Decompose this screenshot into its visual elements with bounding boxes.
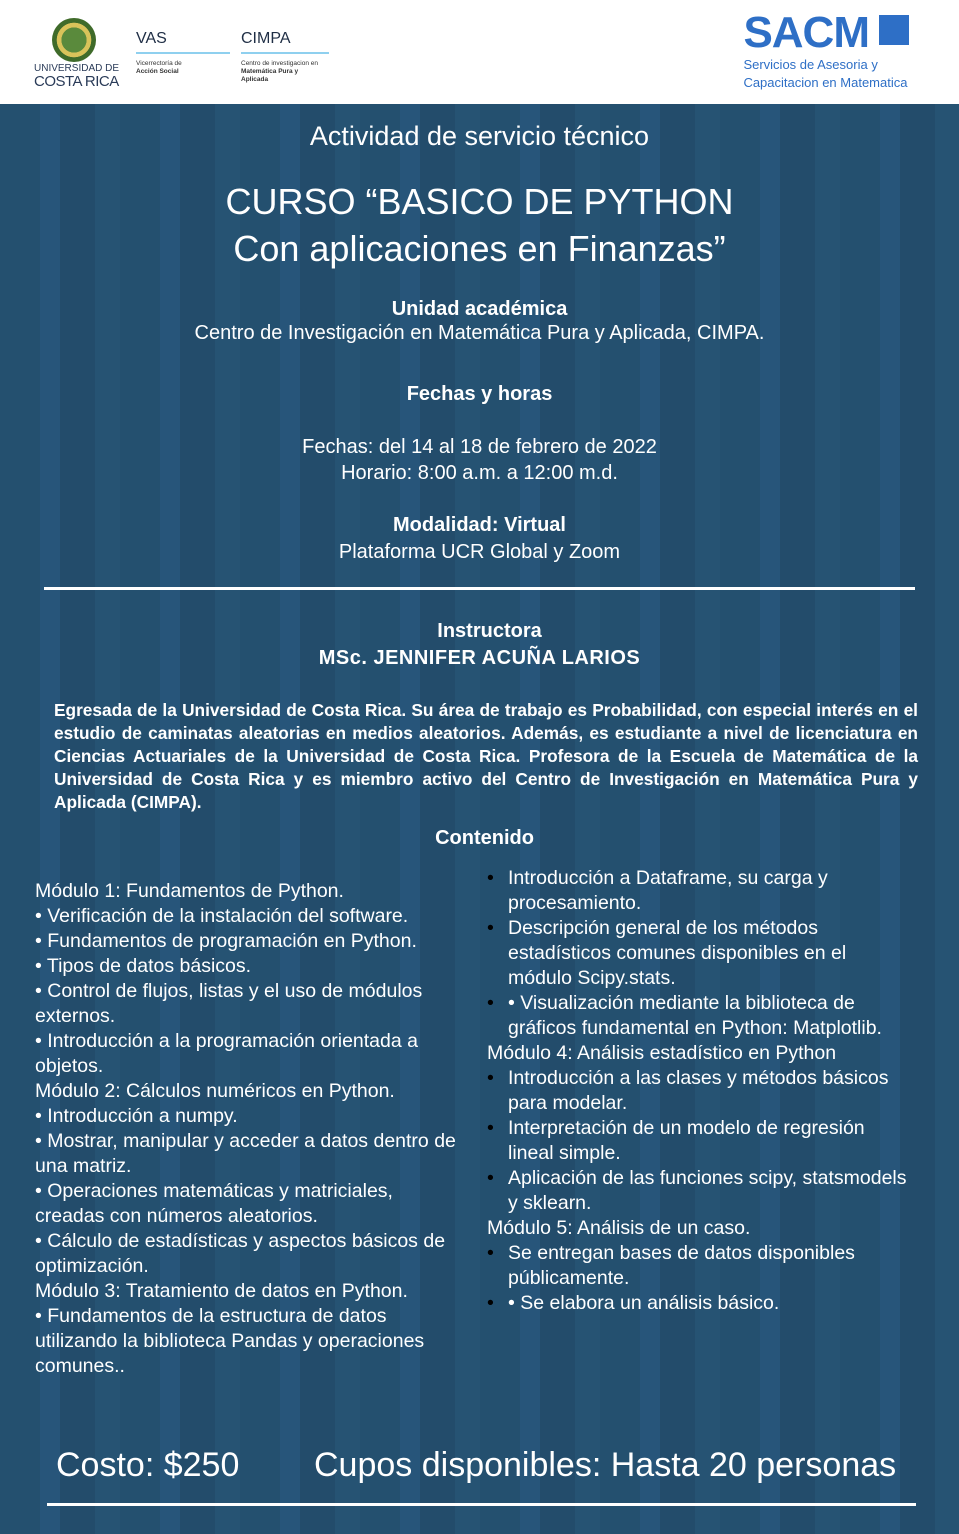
content-right-bullet: • Se entregan bases de datos disponibles públicamente. <box>487 1241 907 1291</box>
ucr-logo <box>34 64 124 90</box>
vas-title: VAS <box>136 30 167 47</box>
content-left-item: • Introducción a la programación orientada a objetos. <box>35 1030 418 1077</box>
content-left-item: • Fundamentos de la estructura de datos utilizando la biblioteca Pandas y operaciones comunes.. <box>35 1305 425 1377</box>
content-heading: Contenido <box>435 827 534 849</box>
course-title <box>0 178 959 272</box>
ucr-seal-logo <box>52 18 96 62</box>
instructor-heading: Instructora <box>437 620 542 642</box>
ucr-line2: COSTA RICA <box>34 73 119 90</box>
content-columns <box>0 866 959 1379</box>
cimpa-sub2: Matemática Pura y <box>241 68 299 75</box>
dates-value: Fechas: del 14 al 18 de febrero de 2022 <box>302 436 657 458</box>
instructor-name: MSc. JENNIFER ACUÑA LARIOS <box>318 647 641 669</box>
content-right-column <box>487 866 907 1379</box>
course-title-line2: Con aplicaciones en Finanzas” <box>233 228 726 269</box>
mode-value: Plataforma UCR Global y Zoom <box>338 541 621 563</box>
content-right-module: Módulo 5: Análisis de un caso. <box>487 1217 751 1239</box>
content-left-item: • Introducción a numpy. <box>35 1105 238 1127</box>
content-left-item: • Cálculo de estadísticas y aspectos básicos de optimización. <box>35 1230 446 1277</box>
cimpa-sub3: Aplicada <box>241 76 269 83</box>
vas-sub1: Vicerrectoría de <box>136 60 182 67</box>
mode-heading: Modalidad: Virtual <box>393 514 566 536</box>
content-right-bullet: • • Se elabora un análisis básico. <box>487 1291 907 1316</box>
header <box>0 0 959 104</box>
content-right-bullet: • Aplicación de las funciones scipy, statsmodels y sklearn. <box>487 1166 907 1216</box>
sacm-logo <box>743 10 909 92</box>
sacm-mark-icon <box>873 15 909 49</box>
sacm-line1: Servicios de Asesoria y <box>743 57 878 72</box>
activity-type: Actividad de servicio técnico <box>309 121 650 151</box>
course-title-line1: CURSO “BASICO DE PYTHON <box>225 181 734 222</box>
ucr-line1: UNIVERSIDAD DE <box>34 63 120 74</box>
divider <box>44 587 915 590</box>
content-right-bullet: • Interpretación de un modelo de regresión lineal simple. <box>487 1116 907 1166</box>
seats: Cupos disponibles: Hasta 20 personas <box>314 1446 897 1484</box>
cimpa-logo <box>241 30 329 84</box>
content-right-bullet: • • Visualización mediante la biblioteca de gráficos fundamental en Python: Matplotlib. <box>487 991 907 1041</box>
sacm-line2: Capacitacion en Matematica <box>743 75 908 90</box>
cimpa-title: CIMPA <box>241 30 291 47</box>
content-left-item: • Verificación de la instalación del software. <box>35 905 409 927</box>
hours-value: Horario: 8:00 a.m. a 12:00 m.d. <box>341 462 618 484</box>
content-left-column <box>35 866 487 1379</box>
content-left-item: • Control de flujos, listas y el uso de módulos externos. <box>35 980 423 1027</box>
content-left-item: • Tipos de datos básicos. <box>35 955 252 977</box>
dates-heading: Fechas y horas <box>406 383 553 405</box>
bio-and-content <box>0 699 959 1379</box>
unit-value: Centro de Investigación en Matemática Pura y Aplicada, CIMPA. <box>194 322 765 344</box>
content-right-bullet: • Introducción a Dataframe, su carga y procesamiento. <box>487 866 907 916</box>
unit-heading: Unidad académica <box>391 298 568 320</box>
vas-sub2: Acción Social <box>136 68 179 75</box>
content-left-item: Módulo 1: Fundamentos de Python. <box>35 880 344 902</box>
cost: Costo: $250 <box>56 1446 240 1484</box>
content-left-item: Módulo 2: Cálculos numéricos en Python. <box>35 1080 395 1102</box>
content-right-list <box>487 866 907 1316</box>
content-left-item: • Fundamentos de programación en Python. <box>35 930 417 952</box>
content-left-item: • Mostrar, manipular y acceder a datos dentro de una matriz. <box>35 1130 456 1177</box>
footer-divider <box>47 1503 916 1506</box>
content-right-bullet: • Introducción a las clases y métodos básicos para modelar. <box>487 1066 907 1116</box>
content-right-module: Módulo 4: Análisis estadístico en Python <box>487 1042 837 1064</box>
cimpa-sub1: Centro de investigacion en <box>241 60 318 67</box>
sacm-wordmark: SACM <box>743 8 869 57</box>
instructor-bio: Egresada de la Universidad de Costa Rica. Su área de trabajo es Probabilidad, con especial interés en el estudio de caminatas aleatorias en medios aleatorios. Además, es estudiante a nivel de licenciatura en Ciencias Actuariales de la Universidad de Costa Rica. Profesora de la Escuela de Matemática de la Universidad de Costa Rica y es miembro activo del Centro de Investigación en Matemática Pura y Aplicada (CIMPA). <box>54 700 918 812</box>
content-left-item: • Operaciones matemáticas y matriciales, creadas con números aleatorios. <box>35 1180 393 1227</box>
content-right-bullet: • Descripción general de los métodos estadísticos comunes disponibles en el módulo Scipy.stats. <box>487 916 907 991</box>
vas-logo <box>136 30 230 76</box>
content-left-item: Módulo 3: Tratamiento de datos en Python. <box>35 1280 408 1302</box>
